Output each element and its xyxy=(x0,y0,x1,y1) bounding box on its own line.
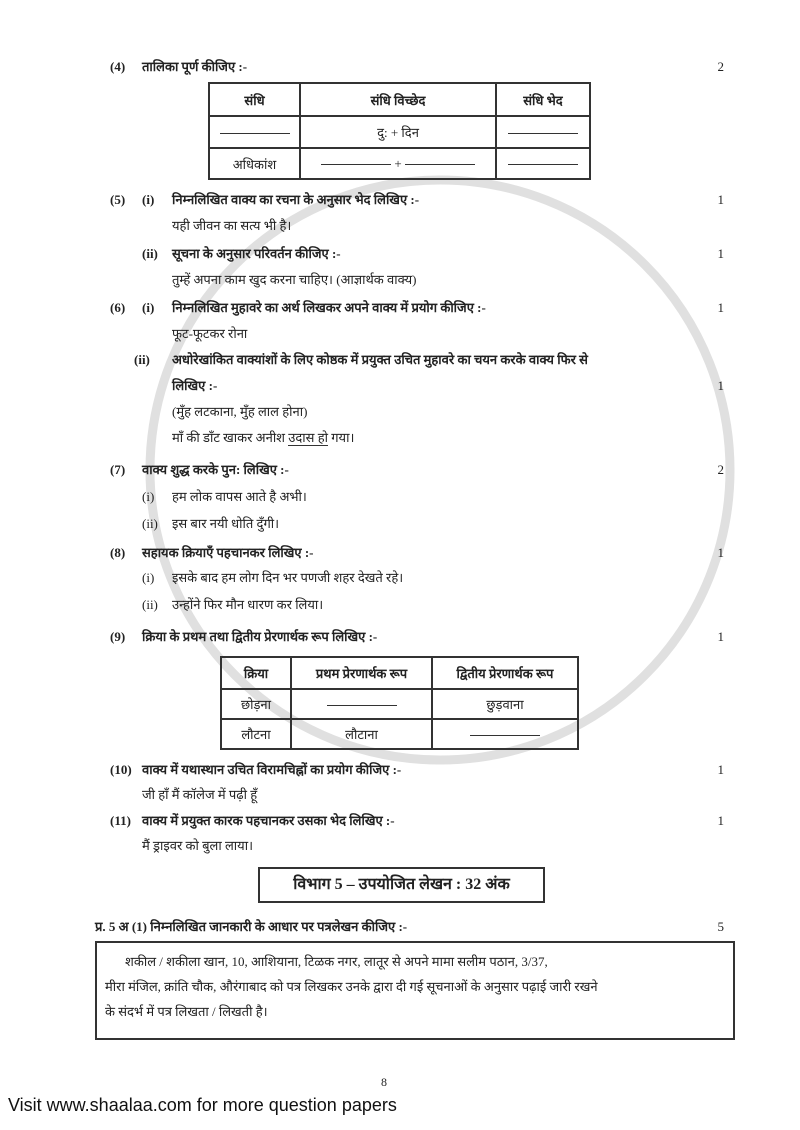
sandhi-table xyxy=(208,82,591,180)
q6-i-phrase: फूट-फूटकर रोना xyxy=(172,326,248,341)
q6-number: (6) xyxy=(110,300,126,315)
q8 xyxy=(110,544,724,562)
q7-item xyxy=(142,515,724,533)
cell-pratham: लौटाना xyxy=(291,719,432,749)
q11-number: (11) xyxy=(110,813,131,828)
q8-marks: 1 xyxy=(717,545,724,560)
footer-link[interactable]: Visit www.shaalaa.com for more question papers xyxy=(8,1095,397,1115)
q9 xyxy=(110,628,724,646)
header-sandhi-bhed: संधि भेद xyxy=(496,83,590,116)
header-sandhi: संधि xyxy=(209,83,300,116)
header-dwitiya: द्वितीय प्रेरणार्थक रूप xyxy=(432,657,578,689)
q6-i xyxy=(110,299,724,317)
cell-sandhi: अधिकांश xyxy=(209,148,300,179)
q7-item-label: (ii) xyxy=(142,516,158,531)
underlined-phrase: उदास हो xyxy=(288,430,328,445)
q6-i-text: निम्नलिखित मुहावरे का अर्थ लिखकर अपने वाक्य में प्रयोग कीजिए :- xyxy=(172,300,486,315)
cell-dwitiya: छुड़वाना xyxy=(432,689,578,719)
q10 xyxy=(110,761,724,779)
blank-line xyxy=(405,164,475,165)
q6-i-marks: 1 xyxy=(717,300,724,315)
q7-item-label: (i) xyxy=(142,489,155,504)
q7-item xyxy=(142,488,724,506)
cell-kriya: छोड़ना xyxy=(221,689,291,719)
cell-vichhed: दु: + दिन xyxy=(300,116,496,148)
q6-ii-label: (ii) xyxy=(134,352,150,367)
q7-marks: 2 xyxy=(717,462,724,477)
q5-i-sentence: यही जीवन का सत्य भी है। xyxy=(172,218,292,233)
q6-ii-marks: 1 xyxy=(717,378,724,393)
q4-number: (4) xyxy=(110,59,126,74)
q11-marks: 1 xyxy=(717,813,724,828)
q5-i-text: निम्नलिखित वाक्य का रचना के अनुसार भेद लिखिए :- xyxy=(172,192,420,207)
q5-i-label: (i) xyxy=(142,192,155,207)
q10-sentence: जी हाँ मैं कॉलेज में पढ़ी हूँ xyxy=(142,787,258,802)
sentence-part: गया। xyxy=(327,430,355,445)
q5-ii-text: सूचना के अनुसार परिवर्तन कीजिए :- xyxy=(172,246,341,261)
q7-item-text: हम लोक वापस आते है अभी। xyxy=(172,489,307,504)
q9-number: (9) xyxy=(110,629,126,644)
q5-ii-sentence: तुम्हें अपना काम खुद करना चाहिए। (आज्ञार्थक वाक्य) xyxy=(172,272,417,287)
q4 xyxy=(110,58,724,76)
q5-ii-label: (ii) xyxy=(142,246,158,261)
blank-line xyxy=(508,164,578,165)
q5a-text: प्र. 5 अ (1) निम्नलिखित जानकारी के आधार पर पत्रलेखन कीजिए :- xyxy=(95,919,408,934)
q8-item-text: उन्होंने फिर मौन धारण कर लिया। xyxy=(172,597,324,612)
q6-ii xyxy=(134,351,724,369)
q8-item-text: इसके बाद हम लोग दिन भर पणजी शहर देखते रहे। xyxy=(172,570,404,585)
letter-info-line: मीरा मंजिल, क्रांति चौक, औरंगाबाद को पत्र लिखकर उनके द्वारा दी गई सूचनाओं के अनुसार पढ़ाई जारी रखने xyxy=(105,979,598,994)
q6-ii-text1: अधोरेखांकित वाक्यांशों के लिए कोष्ठक में प्रयुक्त उचित मुहावरे का चयन करके वाक्य फिर से xyxy=(172,352,588,367)
q8-item-label: (i) xyxy=(142,570,155,585)
q9-text: क्रिया के प्रथम तथा द्वितीय प्रेरणार्थक रूप लिखिए :- xyxy=(142,629,378,644)
q7-text: वाक्य शुद्ध करके पुन: लिखिए :- xyxy=(142,462,289,477)
q6-ii-options: (मुँह लटकाना, मुँह लाल होना) xyxy=(172,404,308,419)
q11-sentence: मैं ड्राइवर को बुला लाया। xyxy=(142,838,253,853)
q6-ii-cont xyxy=(172,377,724,395)
header-kriya: क्रिया xyxy=(221,657,291,689)
q6-ii-text2: लिखिए :- xyxy=(172,378,218,393)
q8-number: (8) xyxy=(110,545,126,560)
q10-number: (10) xyxy=(110,762,132,777)
q5-ii-marks: 1 xyxy=(717,246,724,261)
letter-info-box xyxy=(95,941,735,1040)
header-sandhi-vichhed: संधि विच्छेद xyxy=(300,83,496,116)
q4-marks: 2 xyxy=(717,59,724,74)
section-heading: विभाग 5 – उपयोजित लेखन : 32 अंक xyxy=(258,867,545,903)
q10-marks: 1 xyxy=(717,762,724,777)
q5a-marks: 5 xyxy=(717,919,724,934)
cell-kriya: लौटना xyxy=(221,719,291,749)
blank-line xyxy=(321,164,391,165)
header-pratham: प्रथम प्रेरणार्थक रूप xyxy=(291,657,432,689)
plus-sign: + xyxy=(394,155,402,171)
q6-i-label: (i) xyxy=(142,300,155,315)
blank-line xyxy=(508,133,578,134)
sentence-part: माँ की डाँट खाकर अनीश xyxy=(172,430,289,445)
q10-text: वाक्य में यथास्थान उचित विरामचिह्नों का प्रयोग कीजिए :- xyxy=(142,762,402,777)
blank-line xyxy=(220,133,290,134)
q9-marks: 1 xyxy=(717,629,724,644)
prernarthak-table xyxy=(220,656,579,750)
q5-i-marks: 1 xyxy=(717,192,724,207)
q8-item-label: (ii) xyxy=(142,597,158,612)
letter-info-line: के संदर्भ में पत्र लिखता / लिखती है। xyxy=(105,1004,268,1019)
q7-item-text: इस बार नयी धोति दुँगी। xyxy=(172,516,280,531)
q7 xyxy=(110,461,724,479)
q5-ii xyxy=(110,245,724,263)
q6-ii-sentence xyxy=(172,429,354,447)
q4-text: तालिका पूर्ण कीजिए :- xyxy=(142,59,248,74)
q11 xyxy=(110,812,724,830)
blank-line xyxy=(327,705,397,706)
q7-number: (7) xyxy=(110,462,126,477)
q5-number: (5) xyxy=(110,192,126,207)
q8-item xyxy=(142,569,724,587)
q5-i xyxy=(110,191,724,209)
page-number: 8 xyxy=(381,1075,387,1089)
q5a xyxy=(95,918,724,936)
letter-info-line: शकील / शकीला खान, 10, आशियाना, टिळक नगर, लातूर से अपने मामा सलीम पठान, 3/37, xyxy=(125,954,548,969)
q8-item xyxy=(142,596,724,614)
q8-text: सहायक क्रियाएँ पहचानकर लिखिए :- xyxy=(142,545,314,560)
q11-text: वाक्य में प्रयुक्त कारक पहचानकर उसका भेद लिखिए :- xyxy=(142,813,395,828)
blank-line xyxy=(470,735,540,736)
